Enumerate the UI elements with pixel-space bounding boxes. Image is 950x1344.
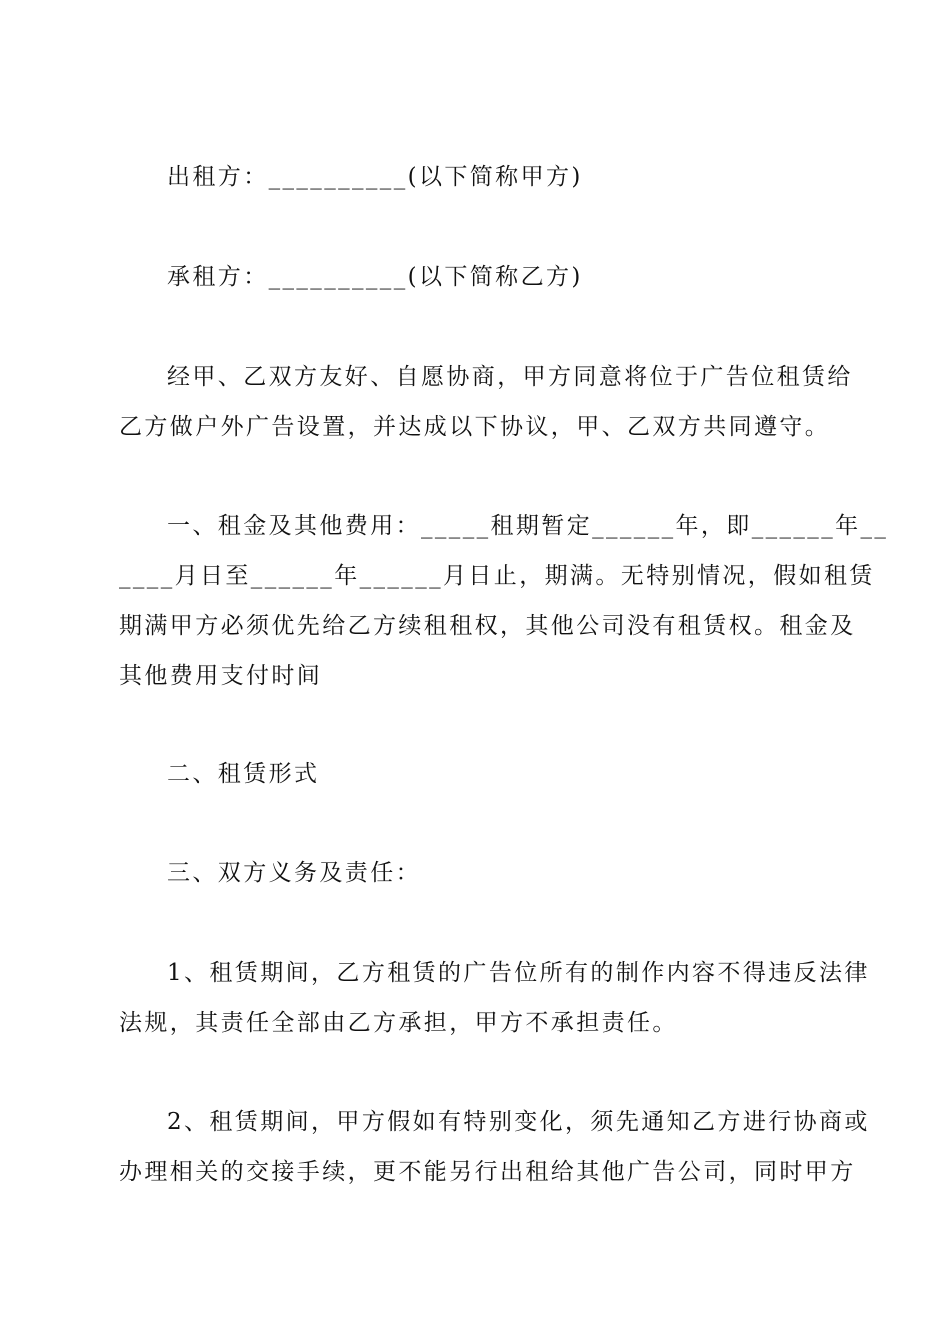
clause-2-paragraph [119,1097,870,1197]
lessee-line [119,252,831,302]
text-line: ____月日至______年______月日止，期满。无特别情况，假如租赁 [119,563,875,589]
intro-paragraph [119,352,853,452]
text-line: 二、租赁形式 [167,761,320,787]
text-line: 办理相关的交接手续，更不能另行出租给其他广告公司，同时甲方 [119,1159,856,1185]
text-line: 1、租赁期间，乙方租赁的广告位所有的制作内容不得违反法律 [167,960,870,986]
section-1-paragraph [119,501,889,701]
text-line: 经甲、乙双方友好、自愿协商，甲方同意将位于广告位租赁给 [167,364,853,390]
text-line: 法规，其责任全部由乙方承担，甲方不承担责任。 [119,1010,678,1036]
text-line: 三、双方义务及责任： [167,860,421,886]
text-line: 出租方：__________(以下简称甲方) [167,164,583,190]
text-line: 乙方做户外广告设置，并达成以下协议，甲、乙双方共同遵守。 [119,414,831,440]
section-2-heading [119,749,831,799]
section-3-heading [119,848,831,898]
text-line: 一、租金及其他费用：_____租期暂定______年，即______年__ [167,513,889,539]
text-line: 承租方：__________(以下简称乙方) [167,264,583,290]
clause-1-paragraph [119,948,870,1048]
text-line: 2、租赁期间，甲方假如有特别变化，须先通知乙方进行协商或 [167,1109,870,1135]
text-line: 其他费用支付时间 [119,663,323,689]
lessor-line [119,152,831,202]
text-line: 期满甲方必须优先给乙方续租租权，其他公司没有租赁权。租金及 [119,613,856,639]
